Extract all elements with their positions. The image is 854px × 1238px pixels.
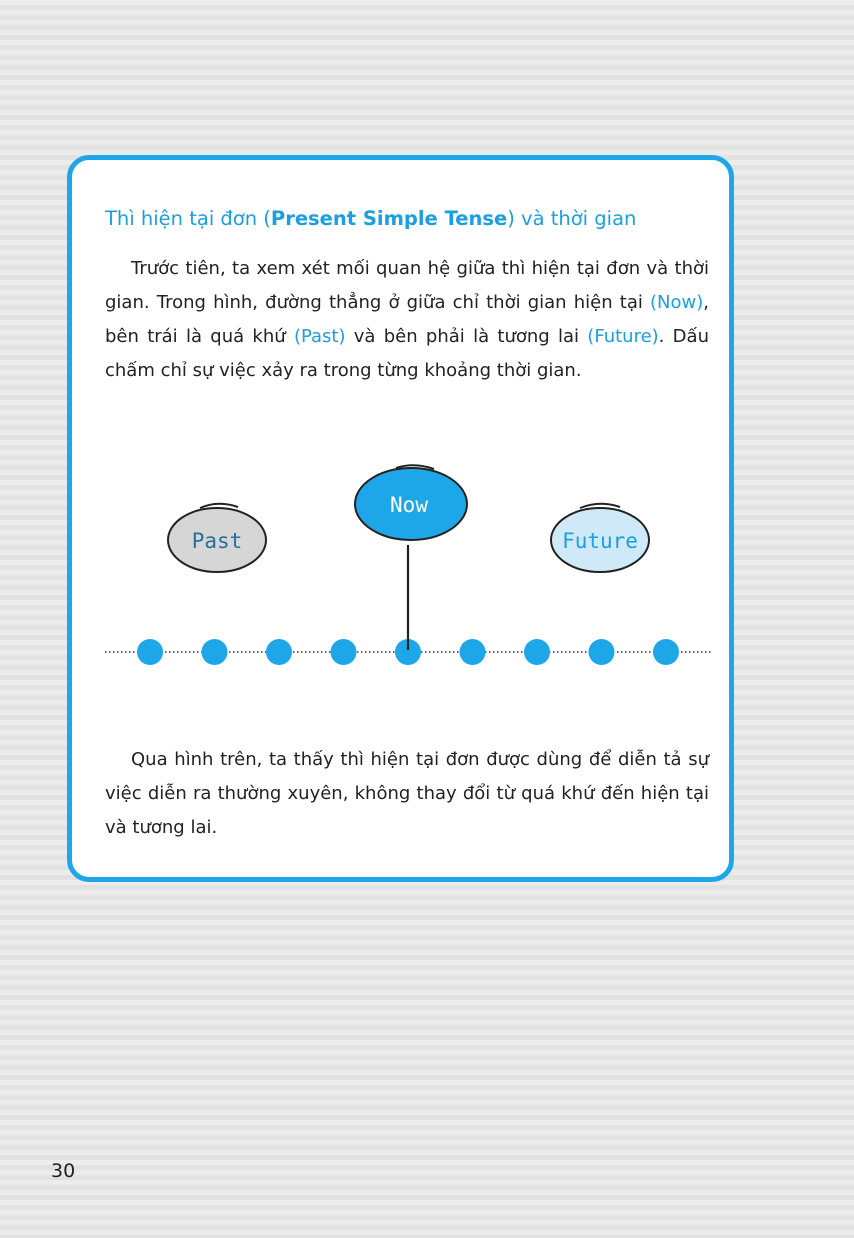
past-term: (Past) [293, 326, 346, 347]
timeline-dot [589, 639, 615, 665]
past-bubble [168, 504, 266, 572]
timeline-dot [266, 639, 292, 665]
timeline-diagram [100, 460, 720, 690]
section-title: Thì hiện tại đơn (Present Simple Tense) và thời gian [105, 207, 637, 230]
past-label: Past [191, 529, 243, 553]
intro-paragraph: Trước tiên, ta xem xét mối quan hệ giữa thì hiện tại đơn và thời gian. Trong hình, đường thẳng ở giữa chỉ thời gian hiện tại (Now), bên trái là quá khứ (Past) và bên phải là tương lai (Future). Dấu chấm chỉ sự việc xảy ra trong từng khoảng thời gian. [105, 258, 709, 381]
now-label: Now [390, 493, 428, 517]
now-term: (Now) [650, 292, 704, 313]
timeline-dot [460, 639, 486, 665]
timeline-dot [653, 639, 679, 665]
now-bubble [355, 465, 467, 540]
future-label: Future [562, 529, 638, 553]
page-number: 30 [51, 1160, 76, 1182]
future-bubble [551, 504, 649, 572]
future-term: (Future) [587, 326, 659, 347]
timeline-dot [524, 639, 550, 665]
conclusion-paragraph: Qua hình trên, ta thấy thì hiện tại đơn được dùng để diễn tả sự việc diễn ra thường xuyên, không thay đổi từ quá khứ đến hiện tại và tương lai. [105, 749, 709, 838]
timeline-dot [137, 639, 163, 665]
timeline-dot [331, 639, 357, 665]
timeline-dot [202, 639, 228, 665]
